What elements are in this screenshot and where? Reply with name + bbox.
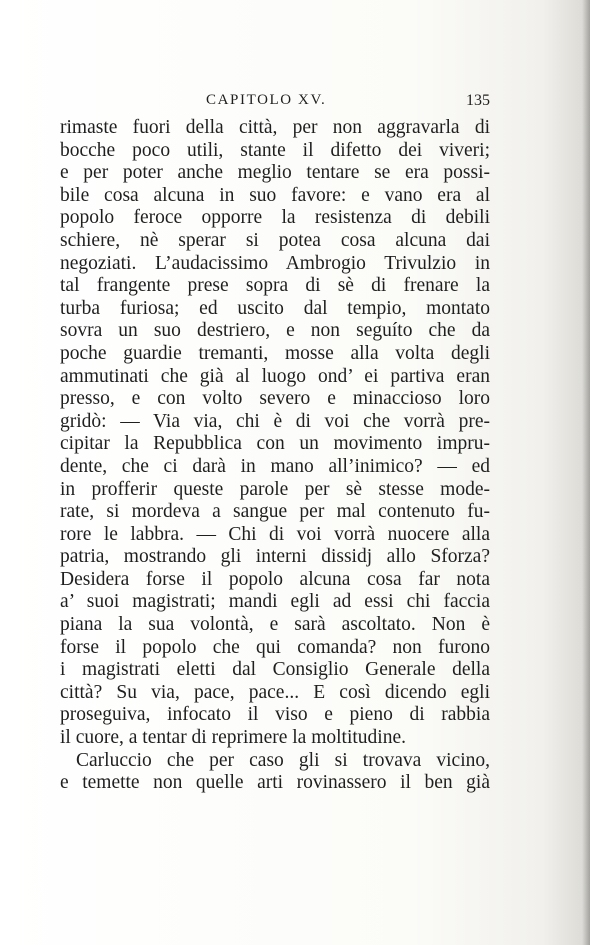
text-line: popolo feroce opporre la resistenza di debili xyxy=(60,207,490,229)
text-line: città? Su via, pace, pace... E così dicendo egli xyxy=(60,681,490,703)
text-line: sovra un suo destriero, e non seguíto che da xyxy=(60,320,490,342)
text-line: proseguiva, infocato il viso e pieno di rabbia xyxy=(60,704,490,726)
text-line: negoziati. L’audacissimo Ambrogio Trivulzio in xyxy=(60,252,490,274)
text-line: a’ suoi magistrati; mandi egli ad essi chi faccia xyxy=(60,591,490,613)
text-line: patria, mostrando gli interni dissidj allo Sforza? xyxy=(60,546,490,568)
text-line: gridò: — Via via, chi è di voi che vorrà pre- xyxy=(60,410,490,432)
text-line: i magistrati eletti dal Consiglio Generale della xyxy=(60,659,490,681)
text-line: turba furiosa; ed uscito dal tempio, montato xyxy=(60,297,490,319)
text-line: rate, si mordeva a sangue per mal contenuto fu- xyxy=(60,501,490,523)
running-title: CAPITOLO XV. xyxy=(206,92,327,108)
page-header xyxy=(60,92,490,116)
text-line: poche guardie tremanti, mosse alla volta degli xyxy=(60,342,490,364)
body-text xyxy=(60,117,490,795)
text-line: e per poter anche meglio tentare se era possi- xyxy=(60,162,490,184)
text-line: rore le labbra. — Chi di voi vorrà nuocere alla xyxy=(60,523,490,545)
text-line: dente, che ci darà in mano all’inimico? — ed xyxy=(60,455,490,477)
text-line: bile cosa alcuna in suo favore: e vano era al xyxy=(60,184,490,206)
text-line: Desidera forse il popolo alcuna cosa far nota xyxy=(60,568,490,590)
text-line: ammutinati che già al luogo ond’ ei partiva eran xyxy=(60,365,490,387)
text-line: e temette non quelle arti rovinassero il ben già xyxy=(60,772,490,794)
text-line: il cuore, a tentar di reprimere la moltitudine. xyxy=(60,727,406,749)
page-edge-shadow xyxy=(582,0,590,945)
text-line: tal frangente prese sopra di sè di frenare la xyxy=(60,275,490,297)
text-line: schiere, nè sperar si potea cosa alcuna dai xyxy=(60,229,490,251)
text-line: cipitar la Repubblica con un movimento impru- xyxy=(60,433,490,455)
paragraph-start-line: Carluccio che per caso gli si trovava vicino, xyxy=(76,749,490,771)
text-line: bocche poco utili, stante il difetto dei viveri; xyxy=(60,139,490,161)
text-line: piana la sua volontà, e sarà ascoltato. Non è xyxy=(60,614,490,636)
text-line: in profferir queste parole per sè stesse mode- xyxy=(60,478,490,500)
text-line: forse il popolo che qui comanda? non furono xyxy=(60,636,490,658)
text-line: rimaste fuori della città, per non aggravarla di xyxy=(60,117,490,138)
text-line: presso, e con volto severo e minaccioso loro xyxy=(60,388,490,410)
page-number: 135 xyxy=(466,92,490,109)
